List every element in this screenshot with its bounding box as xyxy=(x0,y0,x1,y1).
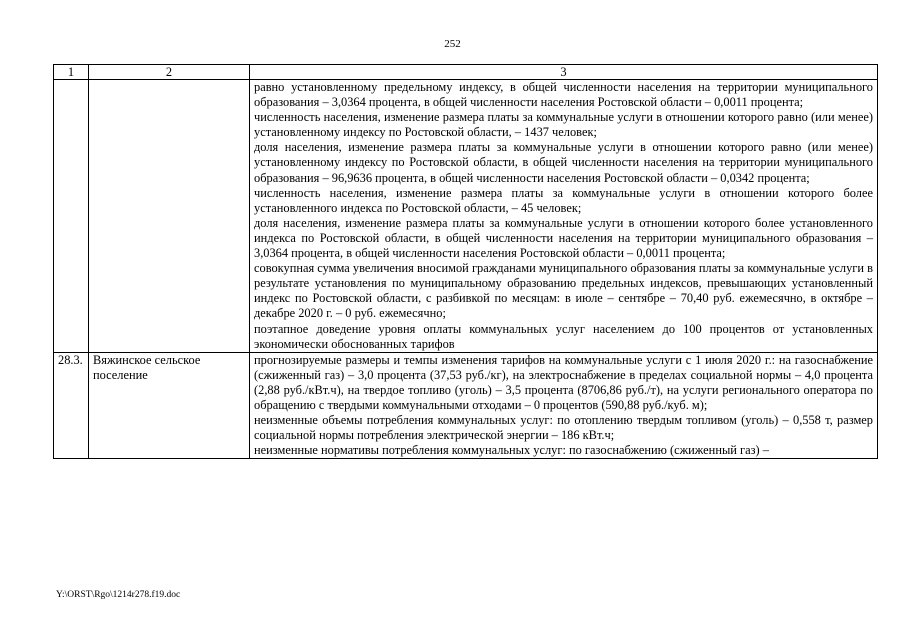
content-paragraph: прогнозируемые размеры и темпы изменения тарифов на коммунальные услуги с 1 июля 2020 г.: на газоснабжение (сжиженный газ) – 3,0 процента (37,53 руб./кг), на электроснабжение в пределах социальной нормы – 4,0 процента (2,88 руб./кВт.ч), на твердое топливо (уголь) – 3,5 процента (8706,86 руб./т), на услуги регионального оператора по обращению с твердыми коммунальными отходами – 0 процентов (590,88 руб./куб. м); xyxy=(254,352,873,412)
table-header-row xyxy=(54,65,878,80)
content-paragraph: численность населения, изменение размера платы за коммунальные услуги в отношении которого более установленного индекса по Ростовской области, – 45 человек; xyxy=(254,185,873,215)
row-name-cell: Вяжинское сельское поселение xyxy=(89,352,250,459)
table-row xyxy=(54,80,878,353)
content-paragraph: равно установленному предельному индексу, в общей численности населения на территории муниципального образования – 3,0364 процента, в общей численности населения Ростовской области – 0,0011 процента; xyxy=(254,80,873,110)
table-row xyxy=(54,352,878,459)
content-paragraph: численность населения, изменение размера платы за коммунальные услуги в отношении которого равно (или менее) установленному индексу по Ростовской области, – 1437 человек; xyxy=(254,110,873,140)
content-paragraph: неизменные нормативы потребления коммунальных услуг: по газоснабжению (сжиженный газ) – xyxy=(254,443,769,458)
content-paragraph: поэтапное доведение уровня оплаты коммунальных услуг населением до 100 процентов от установленных экономически обоснованных тарифов xyxy=(254,321,873,351)
content-paragraph: доля населения, изменение размера платы за коммунальные услуги в отношении которого более установленного индекса по Ростовской области, в общей численности населения на территории муниципального образования – 3,0364 процента, в общей численности населения Ростовской области – 0,0011 процента; xyxy=(254,215,873,261)
file-path-footer: Y:\ORST\Rgo\1214r278.f19.doc xyxy=(56,590,181,600)
row-content-cell xyxy=(250,352,878,459)
page-number: 252 xyxy=(444,38,461,50)
row-number-cell: 28.3. xyxy=(54,352,89,459)
content-paragraph: совокупная сумма увеличения вносимой гражданами муниципального образования платы за коммунальные услуги в результате установления по муниципальному образованию предельных индексов, превышающих установленный индекс по Ростовской области, с разбивкой по месяцам: в июле – сентябре – 70,40 руб. ежемесячно, в октябре – декабре 2020 г. – 0 руб. ежемесячно; xyxy=(254,261,873,321)
document-table xyxy=(53,64,878,459)
column-header-1: 1 xyxy=(54,65,89,80)
content-paragraph: доля населения, изменение размера платы за коммунальные услуги в отношении которого равно (или менее) установленному индексу по Ростовской области, в общей численности населения на территории муниципального образования – 96,9636 процента, в общей численности населения Ростовской области – 0,0342 процента; xyxy=(254,140,873,185)
row-content-cell xyxy=(250,80,878,353)
column-header-2: 2 xyxy=(89,65,250,80)
row-number-cell xyxy=(54,80,89,353)
column-header-3: 3 xyxy=(250,65,878,80)
row-name-cell xyxy=(89,80,250,353)
content-paragraph: неизменные объемы потребления коммунальных услуг: по отоплению твердым топливом (уголь) – 0,558 т, размер социальной нормы потребления электрической энергии – 186 кВт.ч; xyxy=(254,413,873,443)
